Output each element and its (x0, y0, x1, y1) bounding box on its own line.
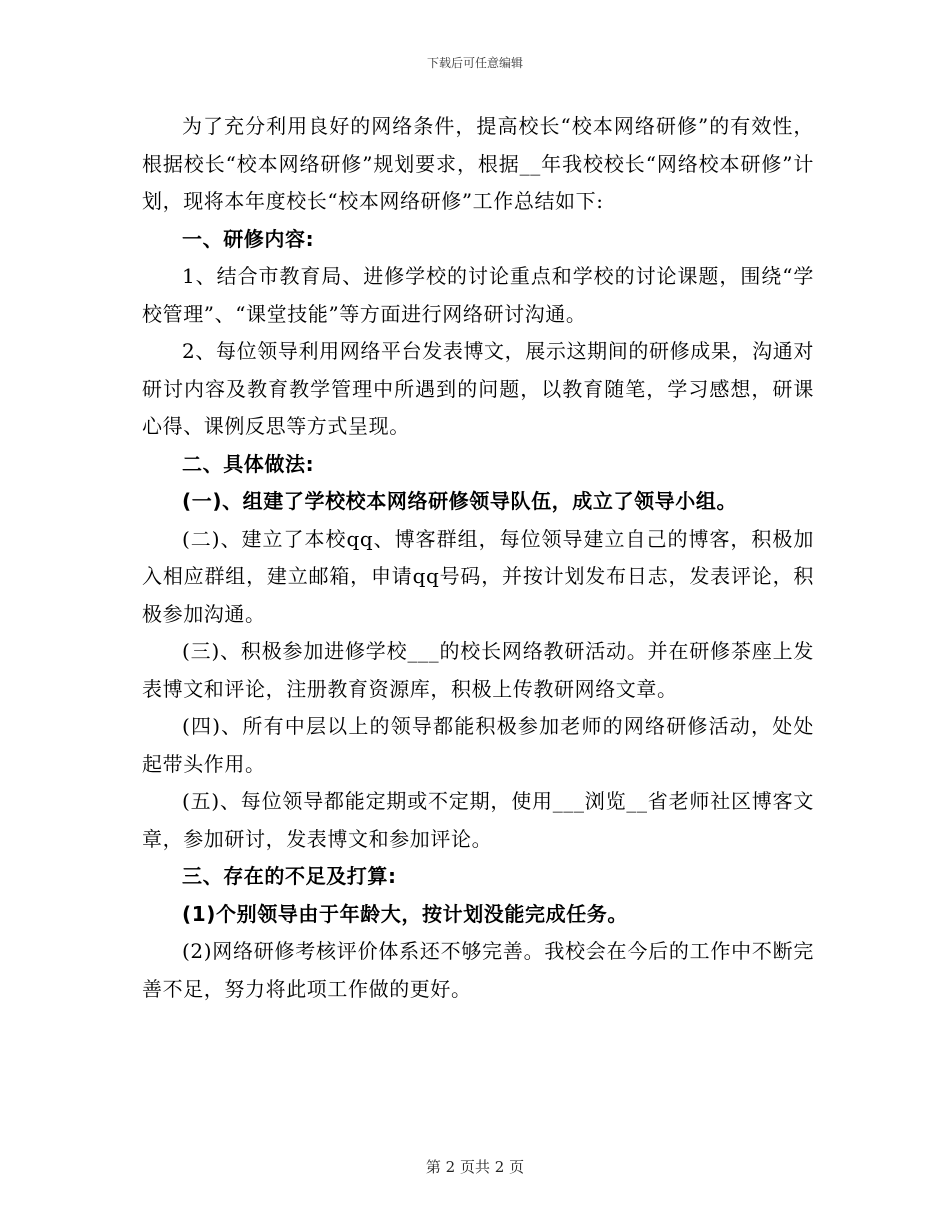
paragraph-method-1: (一)、组建了学校校本网络研修领导队伍，成立了领导小组。 (182, 489, 738, 513)
paragraph-content-2: 2、每位领导利用网络平台发表博文，展示这期间的研修成果，沟通对研讨内容及教育教学管理中所遇到的问题，以教育随笔，学习感想，研课心得、课例反思等方式呈现。 (142, 339, 814, 438)
page-header-note: 下载后可任意编辑 (426, 56, 523, 70)
section-heading-shortcomings: 三、存在的不足及打算: (182, 864, 397, 888)
paragraph-content-1: 1、结合市教育局、进修学校的讨论重点和学校的讨论课题，围绕“学校管理”、“课堂技能”等方面进行网络研讨沟通。 (142, 264, 814, 326)
paragraph-method-2: (二)、建立了本校qq、博客群组，每位领导建立自己的博客，积极加入相应群组，建立邮箱，申请qq号码，并按计划发布日志，发表评论，积极参加沟通。 (142, 526, 814, 626)
paragraph-method-5: (五)、每位领导都能定期或不定期，使用___浏览__省老师社区博客文章，参加研讨，发表博文和参加评论。 (142, 789, 814, 851)
document-body (142, 108, 814, 1008)
page-number-footer: 第 2 页共 2 页 (425, 1158, 525, 1176)
paragraph-method-4: (四)、所有中层以上的领导都能积极参加老师的网络研修活动，处处起带头作用。 (142, 714, 814, 776)
section-heading-methods: 二、具体做法: (182, 451, 315, 476)
paragraph-method-3: (三)、积极参加进修学校___的校长网络教研活动。并在研修茶座上发表博文和评论，注册教育资源库，积极上传教研网络文章。 (142, 639, 814, 701)
paragraph-shortcoming-2: (2)网络研修考核评价体系还不够完善。我校会在今后的工作中不断完善不足，努力将此项工作做的更好。 (142, 939, 814, 1001)
section-heading-content: 一、研修内容: (182, 226, 315, 251)
paragraph-intro: 为了充分利用良好的网络条件，提高校长“校本网络研修”的有效性，根据校长“校本网络研修”规划要求，根据__年我校校长“网络校本研修”计划，现将本年度校长“校本网络研修”工作总结如下: (142, 114, 814, 213)
paragraph-shortcoming-1: (1)个别领导由于年龄大，按计划没能完成任务。 (182, 901, 628, 926)
